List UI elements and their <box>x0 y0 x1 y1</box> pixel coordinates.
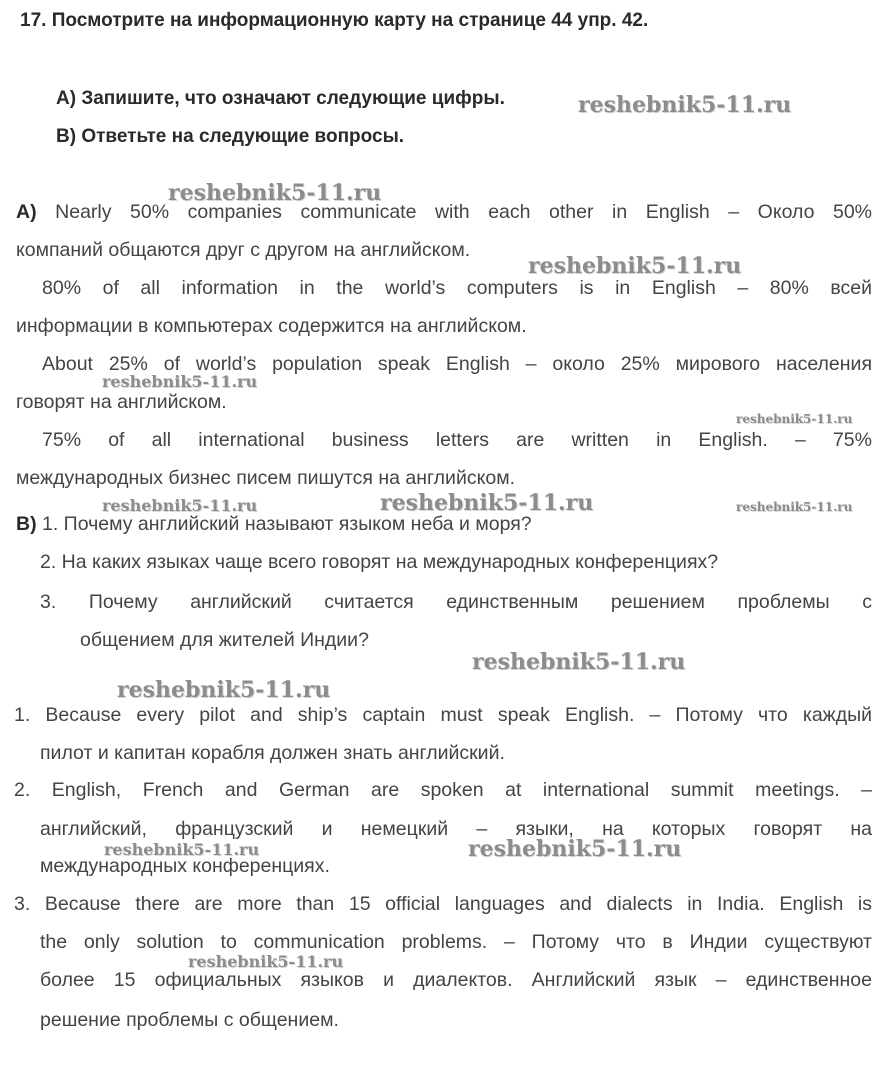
section-a-line: международных бизнес писем пишутся на английском. <box>16 467 516 489</box>
section-a-line: 75% of all international business letters are written in English. – 75% <box>42 429 872 451</box>
question-text: 1. Почему английский называют языком неба и моря? <box>42 513 532 535</box>
section-a-line: информации в компьютерах содержится на английском. <box>16 315 527 337</box>
section-b-label: В) <box>16 513 37 535</box>
section-a-line: 80% of all information in the world’s computers is in English – 80% всей <box>42 277 872 299</box>
exercise-title: 17. Посмотрите на информационную карту на странице 44 упр. 42. <box>20 10 649 31</box>
task-a-instruction: А) Запишите, что означают следующие цифры. <box>56 88 505 109</box>
answer-line: пилот и капитан корабля должен знать английский. <box>40 742 505 764</box>
answer-line: более 15 официальных языков и диалектов. Английский язык – единственное <box>40 969 872 991</box>
watermark: reshebnik5-11.ru <box>472 649 686 675</box>
section-a-label: А) <box>16 201 37 223</box>
answer-line: 3. Because there are more than 15 official languages and dialects in India. English is <box>14 893 872 915</box>
section-a-line: говорят на английском. <box>16 391 227 413</box>
answer-line: 1. Because every pilot and ship’s captain must speak English. – Потому что каждый <box>14 704 872 726</box>
watermark: reshebnik5-11.ru <box>528 253 742 279</box>
watermark: reshebnik5-11.ru <box>102 372 258 391</box>
answer-line: 2. English, French and German are spoken at international summit meetings. – <box>14 779 872 801</box>
answer-line: английский, французский и немецкий – языки, на которых говорят на <box>40 818 872 840</box>
watermark: reshebnik5-11.ru <box>102 496 258 515</box>
watermark: reshebnik5-11.ru <box>380 490 594 516</box>
answer-line: решение проблемы с общением. <box>40 1009 339 1031</box>
watermark: reshebnik5-11.ru <box>104 840 260 859</box>
section-a-line <box>16 200 872 224</box>
watermark: reshebnik5-11.ru <box>736 500 853 514</box>
watermark: reshebnik5-11.ru <box>168 180 382 206</box>
watermark: reshebnik5-11.ru <box>188 952 344 971</box>
watermark: reshebnik5-11.ru <box>468 836 682 862</box>
question-line: 2. На каких языках чаще всего говорят на международных конференциях? <box>40 551 719 573</box>
question-line: 3. Почему английский считается единственным решением проблемы с <box>40 591 872 613</box>
section-a-line: About 25% of world’s population speak English – около 25% мирового населения <box>42 353 872 375</box>
watermark: reshebnik5-11.ru <box>117 677 331 703</box>
section-a-text: Nearly 50% companies communicate with each other in English – Около 50% <box>55 201 872 223</box>
watermark: reshebnik5-11.ru <box>736 412 853 426</box>
section-a-line: компаний общаются друг с другом на английском. <box>16 239 471 261</box>
task-b-instruction: В) Ответьте на следующие вопросы. <box>56 126 405 147</box>
watermark: reshebnik5-11.ru <box>578 92 792 118</box>
answer-line: международных конференциях. <box>40 855 330 877</box>
answer-line: the only solution to communication problems. – Потому что в Индии существуют <box>40 931 872 953</box>
question-line: общением для жителей Индии? <box>80 629 369 651</box>
